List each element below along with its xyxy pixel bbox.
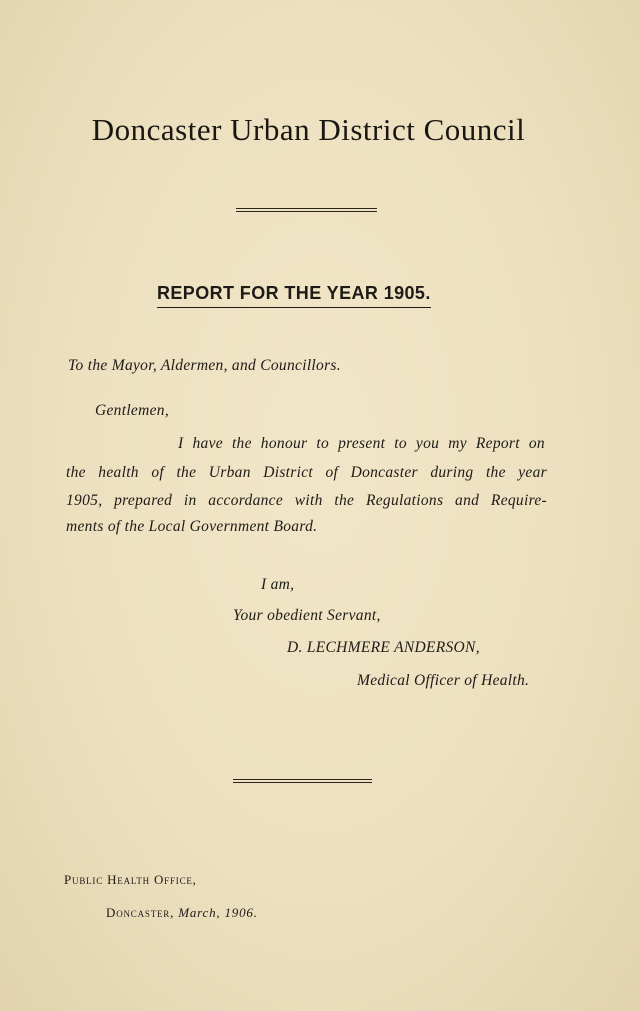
- body-line-1: I have the honour to present to you my Report on: [178, 435, 545, 452]
- signer-title: Medical Officer of Health.: [357, 672, 530, 689]
- place-name: Doncaster,: [106, 905, 175, 920]
- council-title: Doncaster Urban District Council: [91, 112, 526, 147]
- report-date: March, 1906.: [178, 905, 258, 920]
- closing-line-2: Your obedient Servant,: [233, 607, 381, 624]
- body-line-4: ments of the Local Government Board.: [66, 518, 318, 535]
- closing-line-1: I am,: [261, 576, 295, 593]
- signer-name: D. LECHMERE ANDERSON,: [287, 639, 480, 656]
- salutation: Gentlemen,: [95, 402, 170, 419]
- body-line-3: 1905, prepared in accordance with the Regulations and Require-: [66, 492, 547, 509]
- address-line: To the Mayor, Aldermen, and Councillors.: [68, 357, 341, 374]
- report-heading: REPORT FOR THE YEAR 1905.: [157, 283, 431, 308]
- date-line: [106, 905, 258, 921]
- office-line: Public Health Office,: [64, 872, 197, 887]
- top-double-rule: [236, 208, 377, 212]
- bottom-double-rule: [233, 779, 372, 783]
- body-line-2: the health of the Urban District of Doncaster during the year: [66, 464, 547, 481]
